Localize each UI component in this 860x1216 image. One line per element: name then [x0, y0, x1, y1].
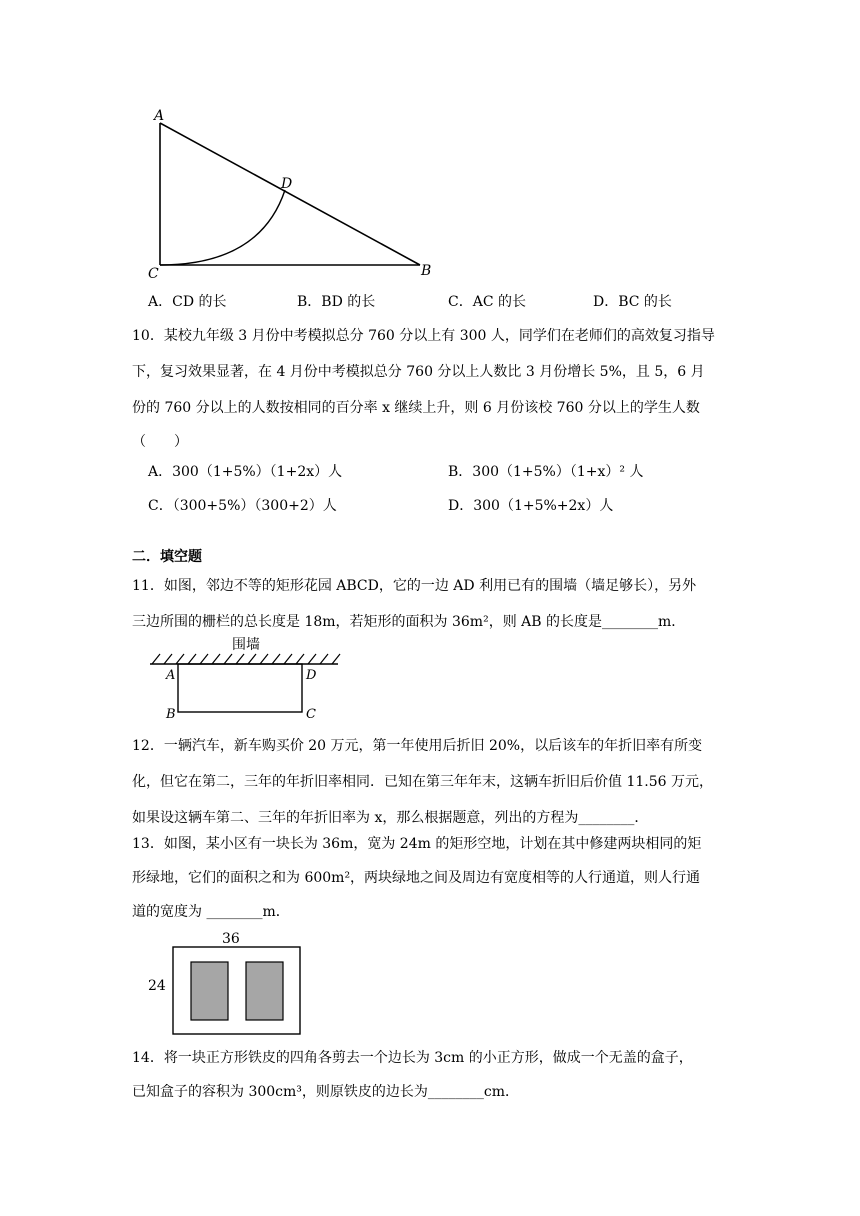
q10-line-3: 份的 760 分以上的人数按相同的百分率 x 继续上升，则 6 月份该校 760 分以上的学生人数: [132, 400, 700, 416]
vertex-c-label: C: [148, 266, 159, 282]
q11-line-1: 11．如图，邻边不等的矩形花园 ABCD，它的一边 AD 利用已有的围墙（墙足够长），另外: [132, 578, 697, 594]
q10-option-b[interactable]: B．300（1+5%）（1+x）² 人: [448, 464, 644, 480]
q12-line-3: 如果设这辆车第二、三年的年折旧率为 x，那么根据题意，列出的方程为________．: [132, 810, 649, 826]
q10-line-1: 10．某校九年级 3 月份中考模拟总分 760 分以上有 300 人，同学们在老师们的高效复习指导: [132, 328, 715, 344]
wall-label: 围墙: [232, 637, 260, 653]
q13-line-3: 道的宽度为 ________m．: [132, 904, 290, 920]
garden-b-label: B: [166, 707, 176, 722]
q10-line-4: （ ）: [132, 434, 188, 450]
vertex-d-label: D: [281, 176, 293, 192]
q9-option-b[interactable]: B．BD 的长: [297, 294, 376, 310]
q10-option-a[interactable]: A．300（1+5%）（1+2x）人: [148, 464, 343, 480]
green-plot-left: [191, 962, 228, 1020]
section-title: 二．填空题: [132, 549, 202, 565]
q12-line-1: 12．一辆汽车，新车购买价 20 万元，第一年使用后折旧 20%，以后该车的年折旧率有所变: [132, 738, 703, 754]
q11-line-2: 三边所围的栅栏的总长度是 18m，若矩形的面积为 36m²，则 AB 的长度是________m．: [132, 614, 686, 630]
q10-line-2: 下，复习效果显著，在 4 月份中考模拟总分 760 分以上人数比 3 月份增长 5%，且 5，6 月: [132, 364, 705, 380]
triangle-figure: [140, 100, 450, 285]
vertex-b-label: B: [421, 263, 432, 279]
garden-a-label: A: [166, 668, 176, 683]
garden-d-label: D: [306, 668, 317, 683]
green-plot-right: [246, 962, 283, 1020]
green-plot-figure: [140, 924, 310, 1038]
q14-line-2: 已知盒子的容积为 300cm³，则原铁皮的边长为________cm．: [132, 1084, 520, 1100]
q9-option-c[interactable]: C．AC 的长: [448, 294, 526, 310]
q10-option-d[interactable]: D．300（1+5%+2x）人: [448, 498, 614, 514]
width-label: 36: [222, 931, 240, 947]
q9-option-d[interactable]: D．BC 的长: [593, 294, 672, 310]
q10-option-c[interactable]: C．（300+5%）（300+2）人: [148, 498, 337, 514]
q14-line-1: 14．将一块正方形铁皮的四角各剪去一个边长为 3cm 的小正方形，做成一个无盖的盒子，: [132, 1050, 693, 1066]
q13-line-2: 形绿地，它们的面积之和为 600m²，两块绿地之间及周边有宽度相等的人行通道，则人行通: [132, 870, 701, 886]
vertex-a-label: A: [154, 108, 165, 124]
height-label: 24: [148, 978, 166, 994]
q13-line-1: 13．如图，某小区有一块长为 36m，宽为 24m 的矩形空地，计划在其中修建两块相同的矩: [132, 836, 702, 852]
q9-option-a[interactable]: A．CD 的长: [148, 294, 227, 310]
q12-line-2: 化，但它在第二，三年的年折旧率相同．已知在第三年年末，这辆车折旧后价值 11.56 万元，: [132, 774, 713, 790]
garden-c-label: C: [306, 707, 316, 722]
garden-figure: [148, 632, 343, 724]
